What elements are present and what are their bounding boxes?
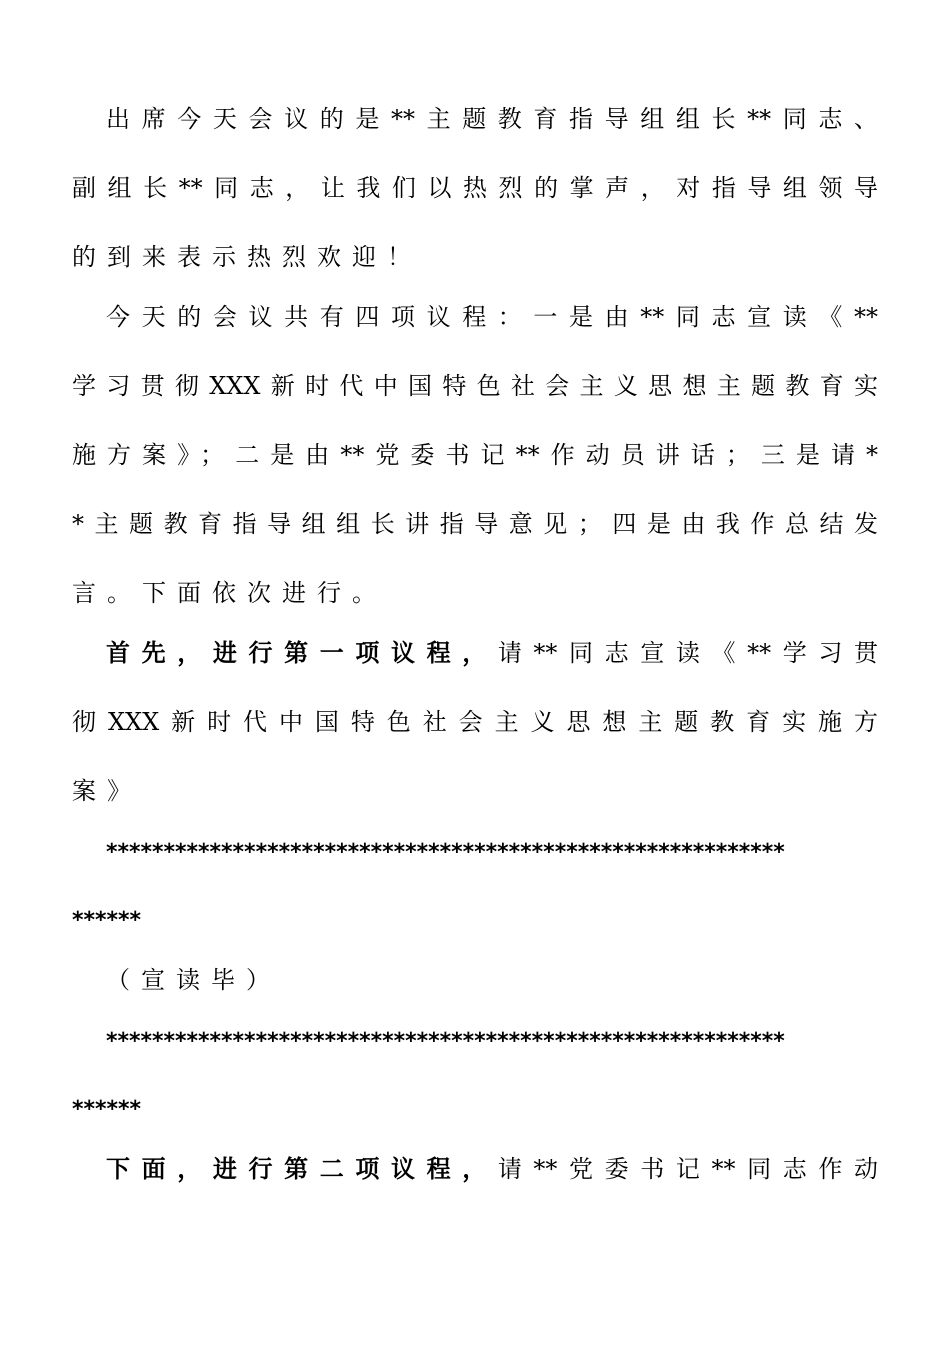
- agenda-2-text: 请**党委书记**同志作动: [497, 1155, 878, 1183]
- paragraph-2-line-2: 学习贯彻XXX新时代中国特色社会主义思想主题教育实: [72, 372, 878, 400]
- paragraph-1-line-3: 的到来表示热烈欢迎！: [72, 243, 422, 271]
- paragraph-2-line-1: 今天的会议共有四项议程：一是由**同志宣读《**: [106, 303, 878, 331]
- paragraph-1-line-1: 出席今天会议的是**主题教育指导组组长**同志、: [106, 105, 878, 133]
- reading-done-note: （宣读毕）: [106, 966, 281, 994]
- separator-1-line-1: ***********************************************************: [106, 840, 785, 865]
- separator-2-line-1: ***********************************************************: [106, 1029, 785, 1054]
- agenda-1-heading: 首先，进行第一项议程，: [106, 638, 498, 667]
- separator-2-line-2: ******: [72, 1097, 142, 1122]
- paragraph-2-line-5: 言。下面依次进行。: [72, 579, 387, 607]
- agenda-2-heading: 下面，进行第二项议程，: [106, 1154, 498, 1183]
- paragraph-3-line-2: 彻XXX新时代中国特色社会主义思想主题教育实施方: [72, 708, 878, 736]
- paragraph-3-line-3: 案》: [72, 777, 142, 805]
- paragraph-2-line-3: 施方案》；二是由**党委书记**作动员讲话；三是请*: [72, 441, 878, 469]
- agenda-1-text: 请**同志宣读《**学习贯: [497, 639, 878, 667]
- separator-1-line-2: ******: [72, 908, 142, 933]
- paragraph-3-line-1: [106, 638, 878, 668]
- paragraph-1-line-2: 副组长**同志，让我们以热烈的掌声，对指导组领导: [72, 174, 878, 202]
- paragraph-2-line-4: *主题教育指导组组长讲指导意见；四是由我作总结发: [72, 510, 878, 538]
- paragraph-4-line-1: [106, 1154, 878, 1184]
